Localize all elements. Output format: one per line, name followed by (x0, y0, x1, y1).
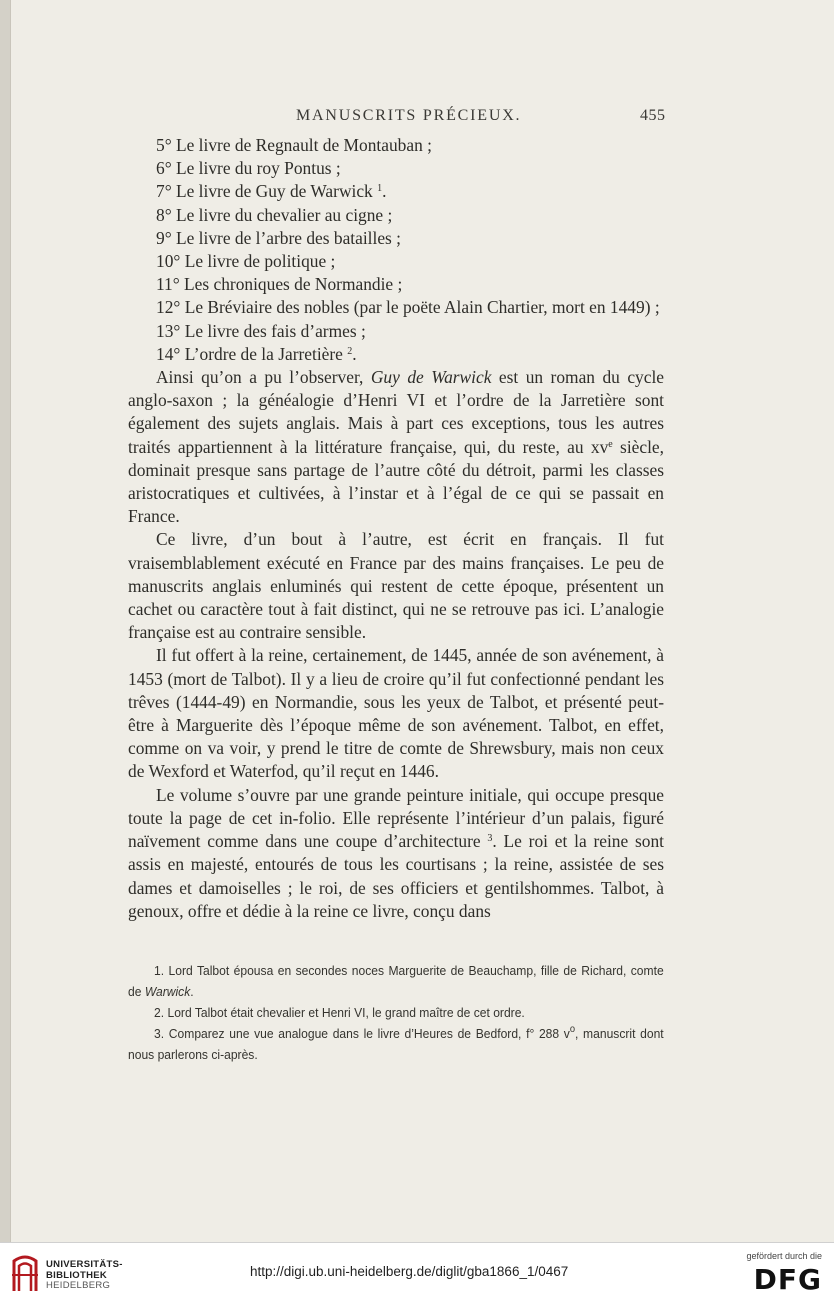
funding-caption: gefördert durch die (746, 1251, 822, 1261)
paragraph-2: Ce livre, d’un bout à l’autre, est écrit en français. Il fut vraisemblablement exécuté en France par des mains françaises. Le peu de manuscrits anglais enluminés qui restent de cette époque, présentent un cachet ou caractère tout à fait distinct, qui ne se retrouve pas ici. L’analogie française est au contraire sensible. (128, 529, 664, 643)
list-item: 7° Le livre de Guy de Warwick $^1$. (156, 181, 387, 202)
library-name[interactable]: UNIVERSITÄTS- BIBLIOTHEK HEIDELBERG (46, 1259, 123, 1291)
main-text (128, 134, 664, 923)
footnote-ref[interactable]: 3 (487, 833, 493, 845)
list-item: 13° Le livre des fais d’armes ; (156, 320, 366, 341)
permalink[interactable]: http://digi.ub.uni-heidelberg.de/diglit/gba1866_1/0467 (250, 1264, 569, 1279)
list-item: 5° Le livre de Regnault de Montauban ; (156, 135, 432, 155)
list-item: 8° Le livre du chevalier au cigne ; (156, 204, 393, 225)
footnotes (128, 960, 664, 1065)
footnote-ref[interactable]: 2 (347, 345, 353, 357)
paragraph-1: Ainsi qu’on a pu l’observer, Guy de Warwick est un roman du cycle anglo-saxon ; la généalogie d’Henri VI et l’ordre de la Jarretière sont également des sujets anglais. Mais à part ces exceptions, tous les autres traités appartiennent à la littérature française, qui, du reste, au $xv^e$ siècle, dominait presque sans partage de l’autre côté du détroit, parmi les classes aristocratiques et cultivées, à l’instar et à l’égal de ce qui se passait en France. (128, 367, 664, 527)
list-item: 12° Le Bréviaire des nobles (par le poëte Alain Chartier, mort en 1449) ; (156, 297, 660, 318)
dfg-logo-icon[interactable]: DFG (753, 1263, 822, 1296)
italic-title: Guy de Warwick (370, 367, 492, 388)
footnote: 2. Lord Talbot était chevalier et Henri VI, le grand maître de cet ordre. (154, 1005, 525, 1020)
list-item: 14° L’ordre de la Jarretière $^2$. (156, 343, 357, 364)
list-item: 9° Le livre de l’arbre des batailles ; (156, 227, 402, 248)
list-item: 11° Les chroniques de Normandie ; (156, 274, 403, 295)
page-number: 455 (640, 107, 666, 124)
footnote-ref[interactable]: 1 (377, 183, 383, 195)
manuscript-list (128, 134, 664, 366)
viewer-footer (0, 1242, 834, 1303)
list-item: 6° Le livre du roy Pontus ; (156, 158, 341, 179)
footnote: 1. Lord Talbot épousa en secondes noces Marguerite de Beauchamp, fille de Richard, comte de Warwick. (128, 963, 664, 999)
paragraph-3: Il fut offert à la reine, certainement, de 1445, année de son avénement, à 1453 (mort de Talbot). Il y a lieu de croire qu’il fut confectionné pendant les trêves (1444-49) en Normandie, sous les yeux de Talbot, et présenté peut-être à Marguerite dès l’époque même de son avénement. Talbot, en effet, comme on va voir, y prend le titre de comte de Shrewsbury, mais non ceux de Wexford et Waterfod, qu’il reçut en 1446. (128, 645, 664, 782)
running-title: MANUSCRITS PRÉCIEUX. (296, 107, 522, 124)
list-item: 10° Le livre de politique ; (156, 251, 336, 272)
heidelberg-logo-icon[interactable] (10, 1251, 40, 1295)
footnote: 3. Comparez une vue analogue dans le livre d’Heures de Bedford, f° 288 $v^o$, manuscrit dont nous parlerons ci-après. (128, 1024, 664, 1062)
paragraph-4: Le volume s’ouvre par une grande peinture initiale, qui occupe presque toute la page de cet in-folio. Elle représente l’intérieur d’un palais, figuré naïvement comme dans une coupe d’architecture $^3$. Le roi et la reine sont assis en majesté, entourés de tous les courtisans ; la reine, assistée de ses dames et damoiselles ; le roi, de ses officiers et gentilshommes. Talbot, à genoux, offre et dédie à la reine ce livre, conçu dans (128, 784, 664, 921)
